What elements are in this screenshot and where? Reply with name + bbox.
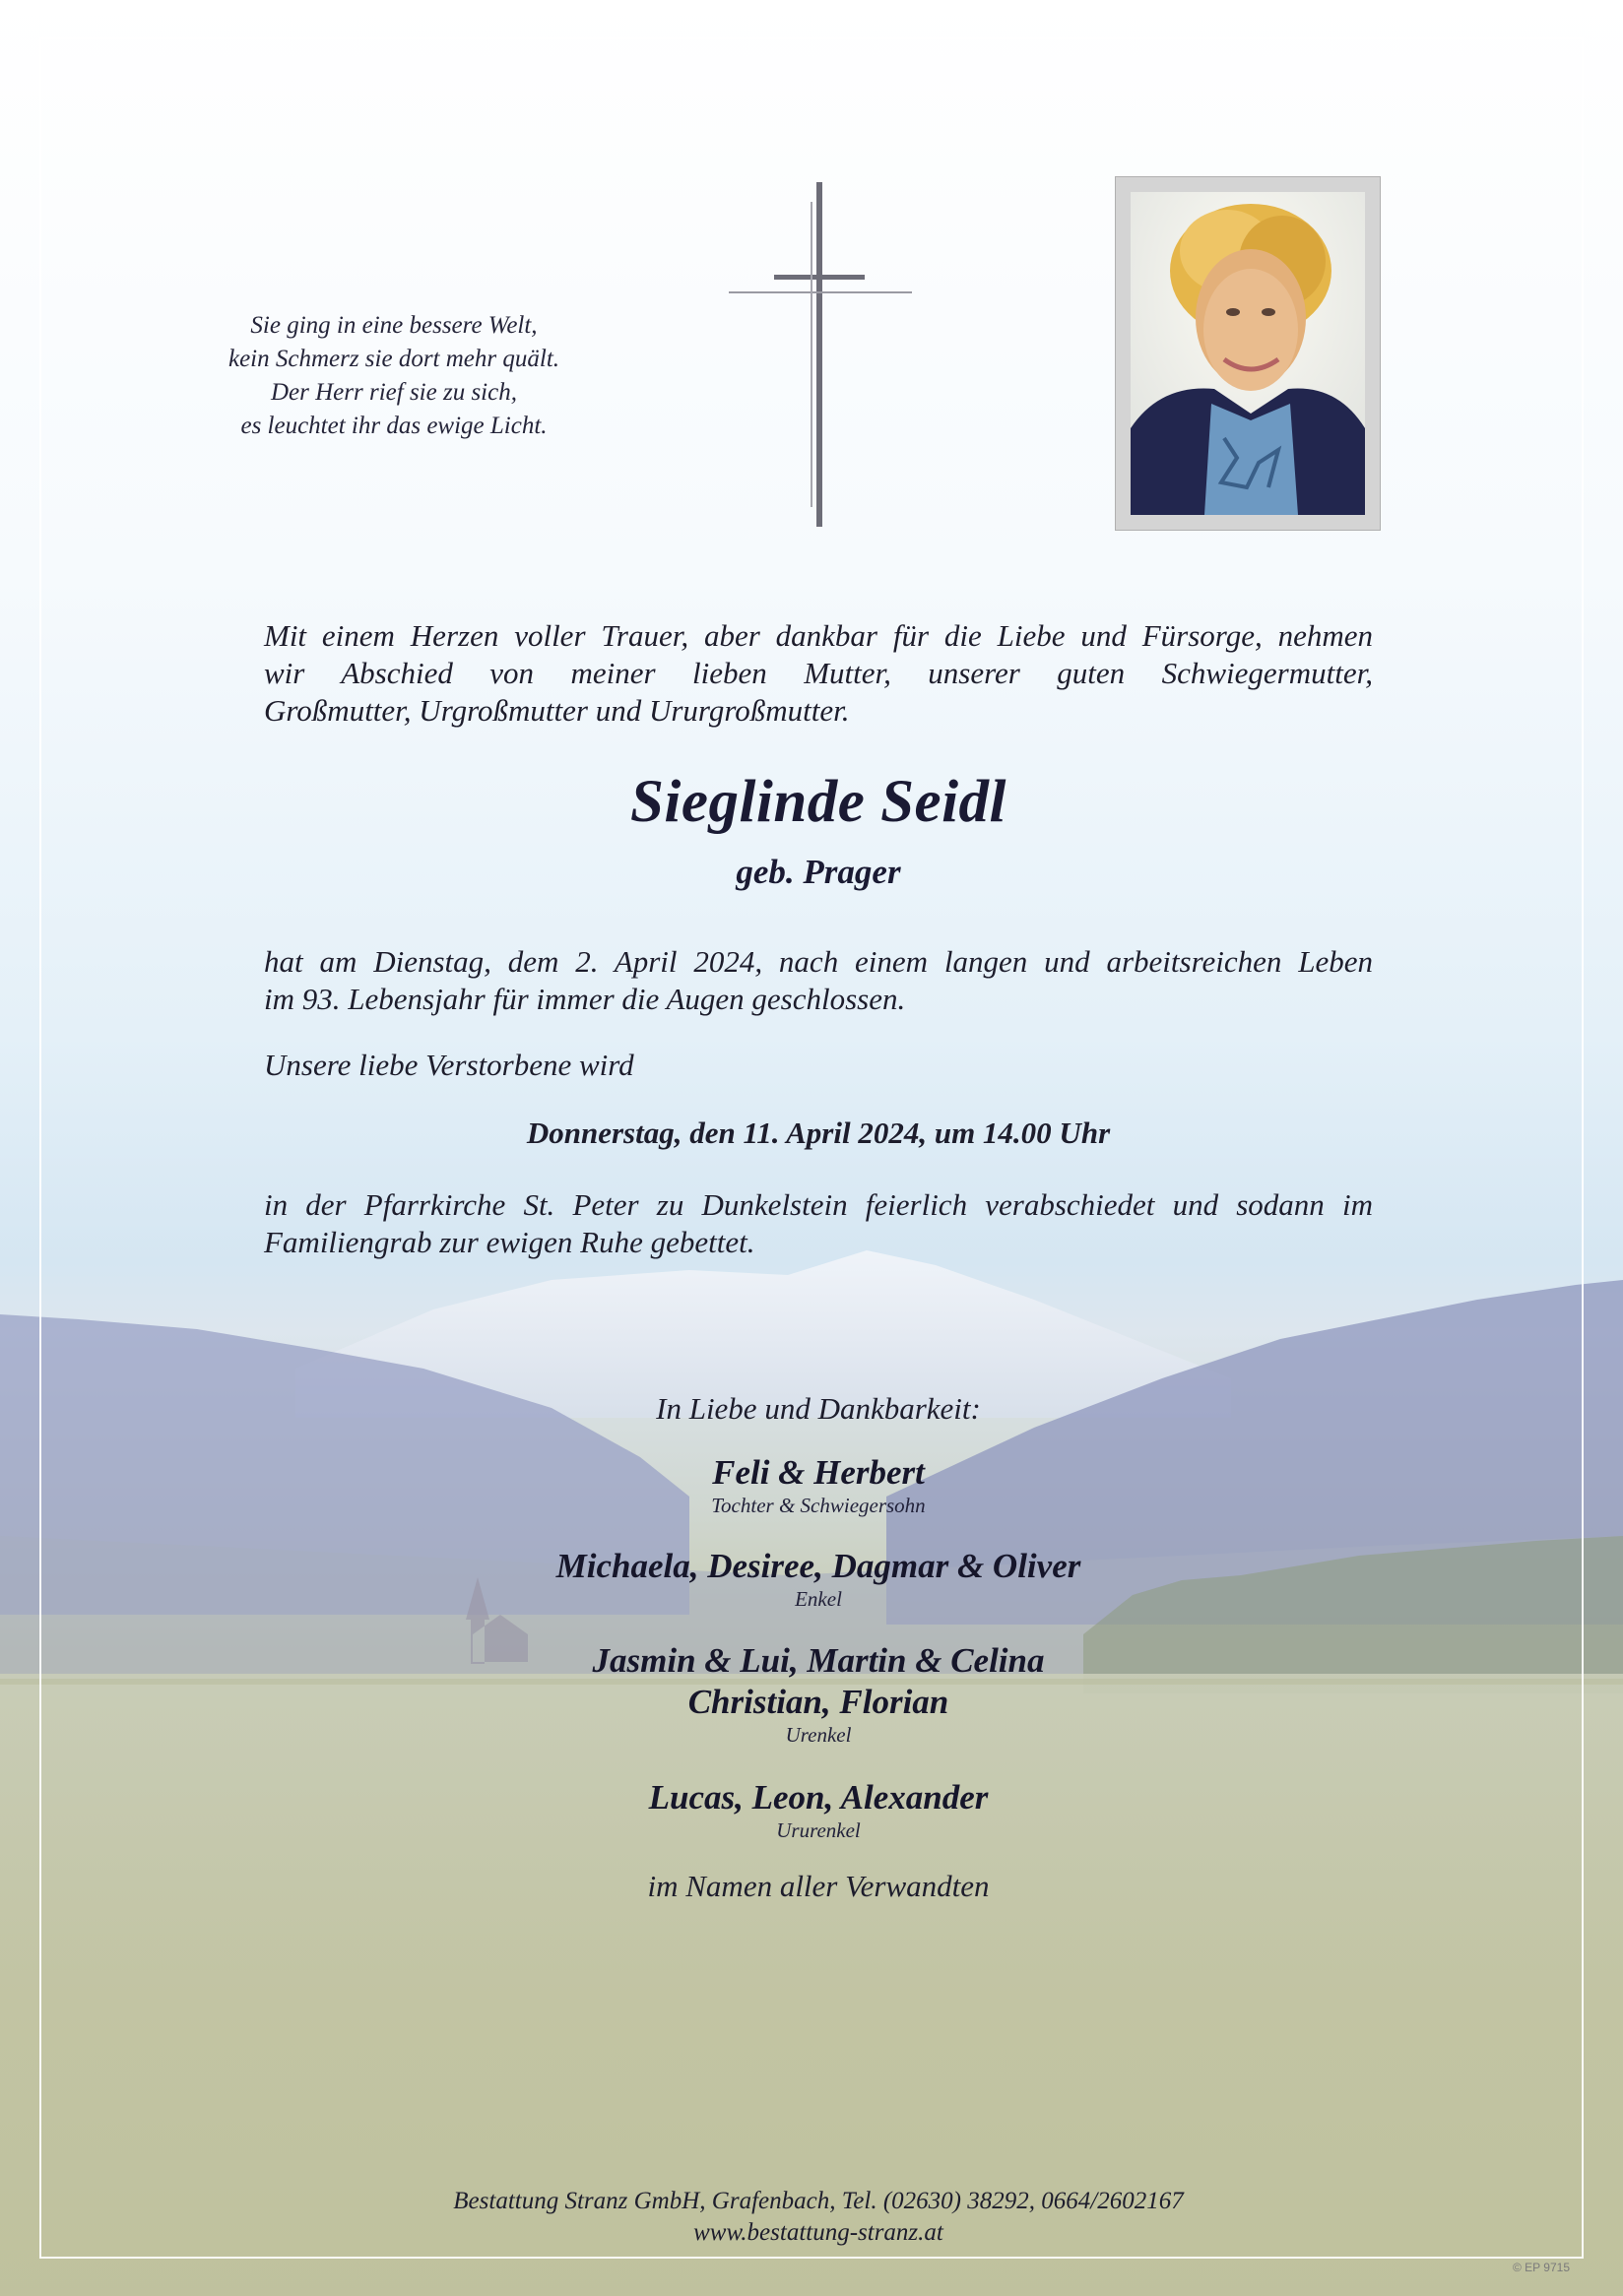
family-names: Feli & Herbert [712, 1453, 925, 1492]
intro-line: Mit einem Herzen voller Trauer, aber dankbar für die Liebe und Fürsorge, nehmen [264, 618, 1373, 653]
death-notice-line: hat am Dienstag, dem 2. April 2024, nach einem langen und arbeitsreichen Leben [264, 944, 1373, 979]
family-relation: Ururenkel [776, 1818, 861, 1842]
mourners-intro: In Liebe und Dankbarkeit: [656, 1391, 981, 1426]
service-place [264, 1186, 1373, 1261]
deceased-name: Sieglinde Seidl [630, 769, 1006, 835]
funeral-home-website[interactable]: www.bestattung-stranz.at [693, 2219, 943, 2246]
family-relation: Enkel [795, 1587, 842, 1611]
maiden-name: geb. Prager [736, 853, 901, 891]
family-group [264, 1777, 1373, 1842]
intro-line: wir Abschied von meiner lieben Mutter, unserer guten Schwiegermutter, [264, 656, 1373, 690]
family-group [264, 1640, 1373, 1747]
death-notice [264, 943, 1373, 1018]
poem-line: Der Herr rief sie zu sich, [271, 379, 517, 406]
family-names: Christian, Florian [687, 1683, 949, 1721]
service-place-line: in der Pfarrkirche St. Peter zu Dunkelstein feierlich verabschiedet und sodann im [264, 1187, 1373, 1222]
portrait-frame [1115, 176, 1381, 531]
poem-line: Sie ging in eine bessere Welt, [250, 312, 538, 339]
family-names: Michaela, Desiree, Dagmar & Oliver [555, 1547, 1081, 1585]
memorial-poem [148, 309, 640, 443]
family-names: Jasmin & Lui, Martin & Celina [592, 1641, 1045, 1680]
funeral-home-info: Bestattung Stranz GmbH, Grafenbach, Tel. (02630) 38292, 0664/2602167 [453, 2188, 1184, 2214]
death-notice-line: im 93. Lebensjahr für immer die Augen geschlossen. [264, 982, 906, 1016]
family-relation: Urenkel [785, 1723, 852, 1747]
closing-line: im Namen aller Verwandten [647, 1869, 990, 1903]
family-relation: Tochter & Schwiegersohn [711, 1494, 926, 1517]
family-names: Lucas, Leon, Alexander [648, 1778, 989, 1817]
portrait-photo [1131, 192, 1365, 515]
service-intro: Unsere liebe Verstorbene wird [264, 1048, 634, 1082]
service-date: Donnerstag, den 11. April 2024, um 14.00 Uhr [526, 1116, 1111, 1150]
service-place-line: Familiengrab zur ewigen Ruhe gebettet. [264, 1225, 755, 1259]
print-code: © EP 9715 [1513, 2261, 1570, 2274]
family-group [264, 1452, 1373, 1517]
family-group [264, 1546, 1373, 1611]
cross-icon [729, 182, 912, 527]
poem-line: es leuchtet ihr das ewige Licht. [240, 413, 548, 439]
intro-paragraph [264, 617, 1373, 730]
intro-line: Großmutter, Urgroßmutter und Ururgroßmutter. [264, 693, 850, 728]
poem-line: kein Schmerz sie dort mehr quält. [227, 346, 560, 372]
